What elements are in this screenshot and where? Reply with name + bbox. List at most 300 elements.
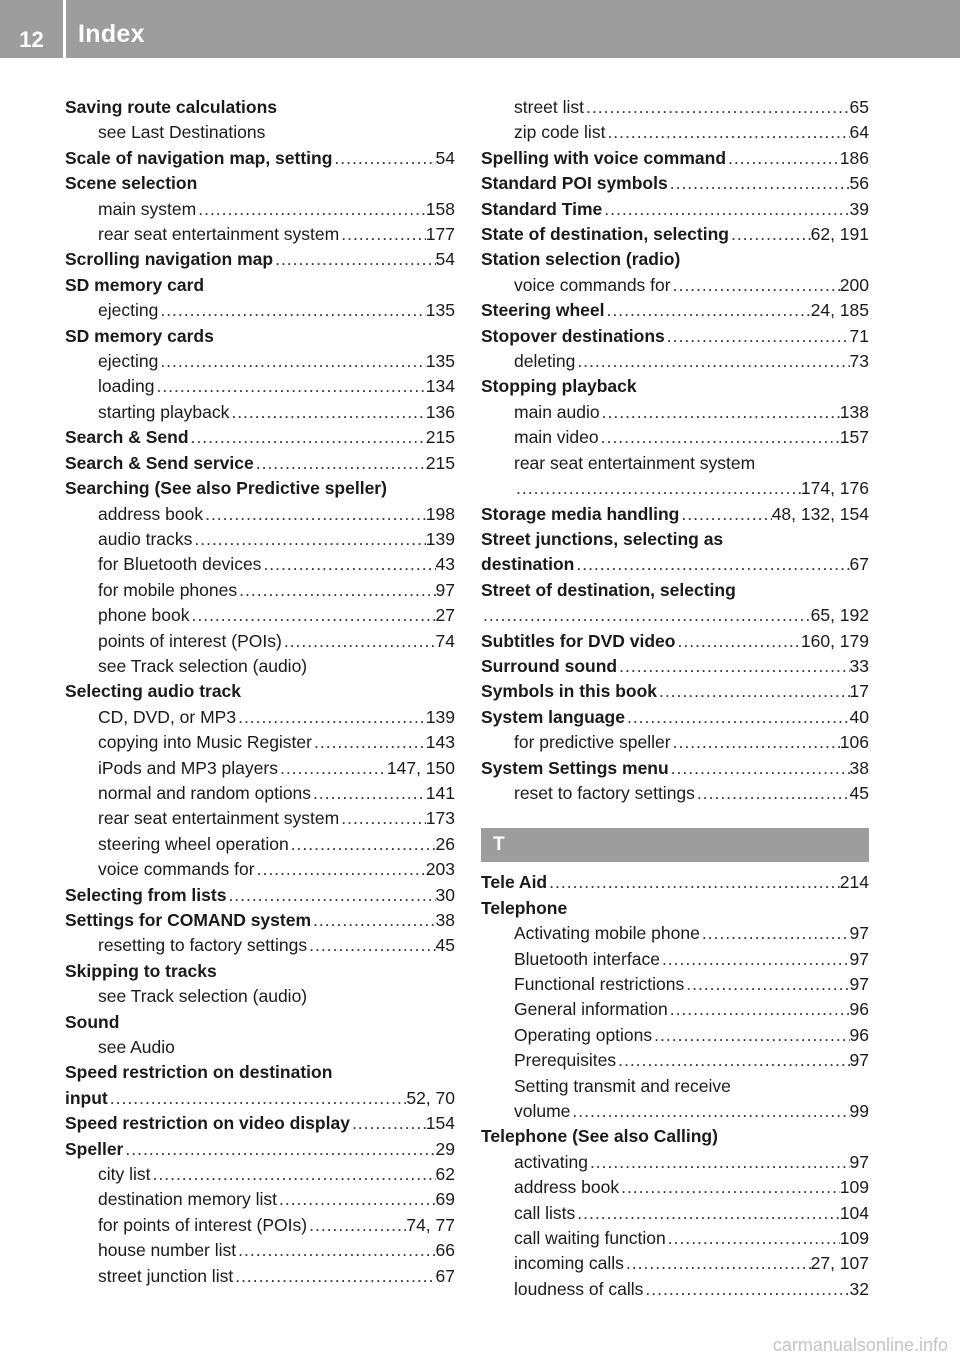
index-entry — [65, 1037, 455, 1062]
page-reference: 157 — [839, 427, 869, 448]
index-entry — [481, 1228, 869, 1253]
index-entry — [65, 758, 455, 783]
dot-leader — [261, 554, 435, 575]
dot-leader — [108, 1088, 407, 1109]
page-reference: 56 — [849, 173, 869, 194]
dot-leader — [588, 1152, 850, 1173]
dot-leader — [339, 224, 426, 245]
index-term: Stopping playback — [481, 376, 637, 397]
index-entry — [481, 427, 869, 452]
index-term: Standard Time — [481, 198, 603, 219]
dot-leader — [574, 554, 849, 575]
index-entry — [65, 1215, 455, 1240]
dot-leader — [151, 1164, 436, 1185]
page-reference: 106 — [839, 732, 869, 753]
dot-leader — [668, 999, 850, 1020]
dot-leader — [726, 148, 840, 169]
index-term: loading — [98, 376, 155, 397]
page-reference: 64 — [849, 122, 869, 143]
dot-leader — [652, 1025, 849, 1046]
dot-leader — [575, 1203, 840, 1224]
dot-leader — [255, 859, 426, 880]
index-term: deleting — [514, 351, 576, 372]
page-reference: 200 — [839, 274, 869, 295]
index-term: Tele Aid — [481, 872, 548, 893]
index-term: rear seat entertainment system — [514, 452, 756, 473]
page-reference: 160, 179 — [800, 630, 869, 651]
index-term: address book — [98, 503, 204, 524]
index-term: Operating options — [514, 1024, 653, 1045]
index-term: Symbols in this book — [481, 681, 657, 702]
index-entry — [65, 631, 455, 656]
dot-leader — [350, 1113, 426, 1134]
index-term: Sound — [65, 1011, 120, 1032]
index-entry — [65, 859, 455, 884]
index-entry — [481, 148, 869, 173]
page-reference: 177 — [425, 224, 455, 245]
index-term: main audio — [514, 401, 600, 422]
dot-leader — [189, 605, 435, 626]
page-title: Index — [78, 20, 145, 48]
page-reference: 174, 176 — [800, 478, 869, 499]
index-term: State of destination, selecting — [481, 224, 729, 245]
index-entry — [481, 173, 869, 198]
index-entry — [481, 199, 869, 224]
index-entry — [481, 249, 869, 274]
index-entry — [65, 1088, 455, 1113]
index-term: for predictive speller — [514, 732, 671, 753]
index-term: destination memory list — [98, 1189, 277, 1210]
index-entry — [481, 923, 869, 948]
index-term: city list — [98, 1164, 151, 1185]
dot-leader — [277, 1189, 436, 1210]
index-entry — [481, 453, 869, 478]
page-reference: 138 — [839, 401, 869, 422]
page-reference: 139 — [425, 528, 455, 549]
dot-leader — [254, 453, 426, 474]
dot-leader — [666, 1228, 840, 1249]
dot-leader — [158, 300, 425, 321]
page-reference: 69 — [435, 1189, 455, 1210]
dot-leader — [575, 351, 849, 372]
index-entry — [65, 402, 455, 427]
dot-leader — [154, 376, 425, 397]
index-entry — [481, 1025, 869, 1050]
index-term: Street junctions, selecting as — [481, 528, 724, 549]
page-reference: 40 — [849, 706, 869, 727]
dot-leader — [226, 885, 435, 906]
index-entry — [481, 504, 869, 529]
page-reference: 54 — [435, 249, 455, 270]
dot-leader — [189, 427, 426, 448]
page-reference: 198 — [425, 503, 455, 524]
dot-leader — [695, 783, 850, 804]
index-term: iPods and MP3 players — [98, 757, 278, 778]
page-reference: 203 — [425, 859, 455, 880]
dot-leader — [123, 1139, 435, 1160]
index-term: see Track selection (audio) — [98, 986, 308, 1007]
dot-leader — [282, 631, 436, 652]
dot-leader — [339, 808, 426, 829]
dot-leader — [311, 783, 426, 804]
dot-leader — [616, 1050, 849, 1071]
index-entry — [65, 300, 455, 325]
index-entry — [481, 1177, 869, 1202]
index-entry — [481, 758, 869, 783]
index-entry — [65, 1062, 455, 1087]
index-term: Steering wheel — [481, 300, 605, 321]
dot-leader — [233, 1266, 435, 1287]
index-term: activating — [514, 1151, 588, 1172]
dot-leader — [332, 148, 435, 169]
page-reference: 214 — [839, 872, 869, 893]
dot-leader — [273, 249, 435, 270]
index-term: Search & Send — [65, 427, 189, 448]
index-term: Speed restriction on video display — [65, 1113, 350, 1134]
index-term: incoming calls — [514, 1253, 624, 1274]
index-entry — [481, 326, 869, 351]
index-term: for Bluetooth devices — [98, 554, 262, 575]
dot-leader — [605, 122, 849, 143]
dot-leader — [602, 199, 849, 220]
page-reference: 38 — [435, 910, 455, 930]
index-entry — [481, 1152, 869, 1177]
index-entry — [65, 732, 455, 757]
index-entry — [65, 885, 455, 910]
dot-leader — [669, 758, 850, 779]
index-entry — [481, 554, 869, 579]
index-term: house number list — [98, 1240, 237, 1261]
index-entry — [481, 1126, 869, 1151]
index-term: SD memory cards — [65, 325, 214, 346]
page-reference: 38 — [849, 757, 869, 778]
index-entry — [481, 97, 869, 122]
page-reference: 96 — [849, 1024, 869, 1045]
index-entry — [481, 402, 869, 427]
index-entry — [65, 1113, 455, 1138]
dot-leader — [547, 872, 840, 893]
index-entry — [65, 554, 455, 579]
page-reference: 147, 150 — [386, 757, 455, 778]
page-reference: 154 — [425, 1113, 455, 1134]
index-term: destination — [481, 554, 575, 575]
index-entry — [65, 529, 455, 554]
page-reference: 97 — [849, 974, 869, 994]
index-entry — [481, 681, 869, 706]
index-term: street junction list — [98, 1265, 234, 1286]
index-entry — [481, 122, 869, 147]
index-entry — [65, 1139, 455, 1164]
dot-leader — [236, 1240, 435, 1261]
page-reference: 29 — [435, 1138, 455, 1159]
dot-leader — [196, 199, 426, 220]
index-entry — [65, 961, 455, 986]
index-term: loudness of calls — [514, 1278, 644, 1299]
index-entry — [65, 580, 455, 605]
index-entry — [65, 275, 455, 300]
index-entry — [65, 935, 455, 960]
index-entry — [481, 949, 869, 974]
dot-leader — [684, 974, 849, 995]
page-reference: 32 — [849, 1278, 869, 1299]
page-reference: 43 — [435, 554, 455, 575]
index-term: see Last Destinations — [98, 122, 266, 143]
index-entry — [481, 631, 869, 656]
index-entry — [481, 783, 869, 808]
index-entry — [65, 834, 455, 859]
index-column-right — [481, 97, 869, 1304]
index-entry — [65, 1012, 455, 1037]
page-reference: 158 — [425, 198, 455, 219]
index-term: Subtitles for DVD video — [481, 630, 676, 651]
index-term: Scene selection — [65, 173, 198, 194]
index-term: Searching (See also Predictive speller) — [65, 478, 387, 499]
index-term: Speed restriction on destination — [65, 1062, 333, 1083]
index-term: Scale of navigation map, setting — [65, 147, 333, 168]
dot-leader — [158, 351, 425, 372]
index-term: SD memory card — [65, 274, 205, 295]
index-term: copying into Music Register — [98, 732, 312, 753]
index-term: for points of interest (POIs) — [98, 1214, 308, 1235]
index-term: Surround sound — [481, 655, 618, 676]
index-entry — [65, 986, 455, 1011]
page-reference: 52, 70 — [406, 1087, 455, 1108]
index-entry — [65, 224, 455, 249]
index-entry — [65, 656, 455, 681]
index-term: Skipping to tracks — [65, 960, 217, 981]
dot-leader — [278, 758, 387, 779]
page-reference: 186 — [839, 147, 869, 168]
page-reference: 67 — [849, 554, 869, 575]
dot-leader — [514, 478, 801, 499]
dot-leader — [660, 949, 850, 970]
dot-leader — [643, 1279, 849, 1300]
page-number: 12 — [19, 27, 44, 52]
header-divider — [63, 0, 66, 58]
index-term: Saving route calculations — [65, 97, 277, 117]
index-term: reset to factory settings — [514, 782, 695, 803]
dot-leader — [599, 427, 840, 448]
page-header — [0, 0, 960, 58]
index-entry — [481, 605, 869, 630]
index-term: Stopover destinations — [481, 325, 665, 346]
index-entry — [481, 656, 869, 681]
index-entry — [481, 1279, 869, 1304]
page-reference: 62, 191 — [810, 224, 869, 245]
index-entry — [65, 504, 455, 529]
dot-leader — [236, 707, 426, 728]
dot-leader — [671, 275, 840, 296]
dot-leader — [237, 580, 435, 601]
index-entry — [481, 974, 869, 999]
dot-leader — [312, 732, 426, 753]
index-entry — [65, 1240, 455, 1265]
page-reference: 97 — [849, 1151, 869, 1172]
index-entry — [65, 199, 455, 224]
dot-leader — [289, 834, 436, 855]
index-term: Telephone — [481, 897, 568, 918]
index-term: Activating mobile phone — [514, 923, 700, 944]
index-term: input — [65, 1087, 108, 1108]
page-reference: 97 — [435, 579, 455, 600]
page-reference: 143 — [425, 732, 455, 753]
page-reference: 30 — [435, 884, 455, 905]
index-term: Speller — [65, 1138, 124, 1159]
page-reference: 71 — [849, 325, 869, 346]
page-reference: 45 — [849, 782, 869, 803]
page-reference: 73 — [849, 351, 869, 372]
dot-leader — [700, 923, 850, 944]
page-reference: 48, 132, 154 — [771, 503, 869, 524]
index-term: rear seat entertainment system — [98, 224, 340, 245]
page-reference: 67 — [435, 1265, 455, 1286]
dot-leader — [584, 97, 850, 118]
index-term: voice commands for — [514, 274, 671, 295]
dot-leader — [605, 300, 811, 321]
index-term: normal and random options — [98, 782, 312, 803]
index-term: street list — [514, 97, 585, 117]
index-term: Settings for COMAND system — [65, 910, 312, 930]
dot-leader — [619, 1177, 840, 1198]
page-reference: 74, 77 — [406, 1214, 455, 1235]
index-term: rear seat entertainment system — [98, 808, 340, 829]
index-term: steering wheel operation — [98, 833, 289, 854]
index-entry — [481, 999, 869, 1024]
dot-leader — [617, 656, 849, 677]
index-term: call waiting function — [514, 1228, 666, 1249]
dot-leader — [203, 504, 426, 525]
index-term: audio tracks — [98, 528, 193, 549]
index-term: CD, DVD, or MP3 — [98, 706, 237, 727]
index-term: address book — [514, 1177, 620, 1198]
dot-leader — [307, 1215, 406, 1236]
index-term: zip code list — [514, 122, 606, 143]
index-entry — [481, 478, 869, 503]
section-header-t: T — [481, 828, 869, 862]
index-entry — [481, 1076, 869, 1101]
index-column-left — [65, 97, 455, 1291]
index-term: Search & Send service — [65, 452, 254, 473]
index-term: voice commands for — [98, 859, 255, 880]
index-entry — [65, 910, 455, 935]
index-term: Setting transmit and receive — [514, 1075, 731, 1096]
index-entry — [65, 173, 455, 198]
index-entry — [65, 1189, 455, 1214]
index-entry — [481, 580, 869, 605]
index-term: General information — [514, 999, 668, 1020]
index-term: main video — [514, 427, 599, 448]
index-entry — [65, 427, 455, 452]
index-entry — [65, 681, 455, 706]
index-entry — [65, 122, 455, 147]
dot-leader — [311, 910, 436, 931]
index-entry — [481, 351, 869, 376]
index-term: main system — [98, 198, 197, 219]
index-entry — [65, 351, 455, 376]
index-entry — [65, 707, 455, 732]
page-reference: 134 — [425, 376, 455, 397]
page-reference: 136 — [425, 401, 455, 422]
page-reference: 109 — [839, 1228, 869, 1249]
dot-leader — [668, 173, 850, 194]
page-reference: 39 — [849, 198, 869, 219]
dot-leader — [625, 707, 850, 728]
page-reference: 33 — [849, 655, 869, 676]
page-reference: 65 — [849, 97, 869, 117]
index-entry — [65, 605, 455, 630]
page-reference: 135 — [425, 351, 455, 372]
index-entries-t — [481, 872, 869, 1304]
index-term: Bluetooth interface — [514, 948, 660, 969]
index-term: Telephone (See also Calling) — [481, 1126, 718, 1147]
index-term: volume — [514, 1101, 571, 1122]
index-term: call lists — [514, 1202, 576, 1223]
dot-leader — [624, 1253, 811, 1274]
index-entry — [65, 148, 455, 173]
index-term: phone book — [98, 605, 190, 626]
index-term: ejecting — [98, 351, 159, 372]
dot-leader — [679, 504, 771, 525]
dot-leader — [307, 935, 435, 956]
index-entry — [481, 529, 869, 554]
page-reference: 109 — [839, 1177, 869, 1198]
index-entry — [481, 872, 869, 897]
index-term: Selecting audio track — [65, 681, 242, 702]
dot-leader — [600, 402, 840, 423]
index-term: Standard POI symbols — [481, 173, 668, 194]
dot-leader — [192, 529, 425, 550]
index-term: System Settings menu — [481, 757, 669, 778]
dot-leader — [671, 732, 840, 753]
dot-leader — [665, 326, 850, 347]
index-entry — [65, 478, 455, 503]
page-reference: 17 — [849, 681, 869, 702]
index-entry — [65, 808, 455, 833]
dot-leader — [570, 1101, 849, 1122]
index-term: Storage media handling — [481, 503, 680, 524]
page-reference: 27, 107 — [810, 1253, 869, 1274]
dot-leader — [657, 681, 850, 702]
index-term: Station selection (radio) — [481, 249, 681, 270]
page-reference: 24, 185 — [810, 300, 869, 321]
index-entry — [65, 376, 455, 401]
page-reference: 66 — [435, 1240, 455, 1261]
index-term: ejecting — [98, 300, 159, 321]
index-entry — [481, 1101, 869, 1126]
watermark: carmanualsonline.info — [772, 1335, 948, 1355]
page-reference: 97 — [849, 948, 869, 969]
index-entry — [65, 453, 455, 478]
index-entry — [481, 275, 869, 300]
index-entry — [481, 1253, 869, 1278]
dot-leader — [229, 402, 425, 423]
index-entry — [481, 300, 869, 325]
index-entry — [481, 707, 869, 732]
page-reference: 141 — [425, 782, 455, 803]
index-term: resetting to factory settings — [98, 935, 308, 956]
page-reference: 97 — [849, 923, 869, 944]
index-entry — [65, 97, 455, 122]
page-reference: 62 — [435, 1164, 455, 1185]
page-reference: 45 — [435, 935, 455, 956]
index-entry — [65, 783, 455, 808]
index-entry — [481, 224, 869, 249]
page-reference: 215 — [425, 452, 455, 473]
dot-leader — [675, 631, 800, 652]
index-entries-s-continued — [481, 97, 869, 808]
index-entry — [481, 1050, 869, 1075]
index-entry — [481, 1203, 869, 1228]
